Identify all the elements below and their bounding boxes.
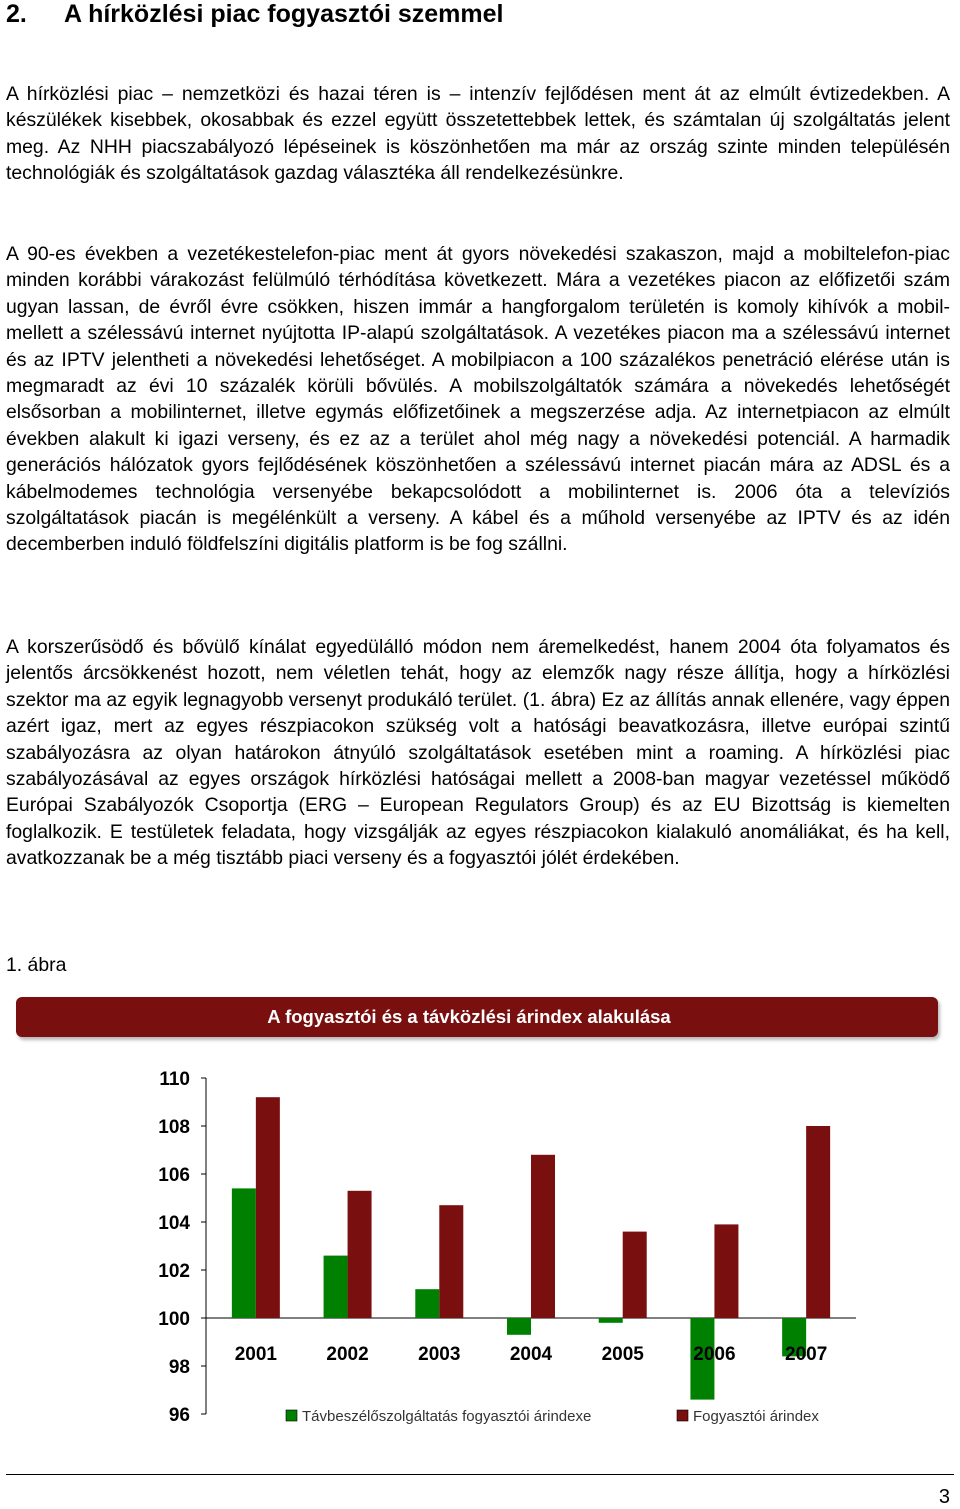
x-category-label: 2005 [601,1344,644,1365]
page-number: 3 [938,1486,950,1508]
paragraph-market-history: A 90-es években a vezetékestelefon-piac ment át gyors növekedési szakaszon, majd a mobiltelefon-piac minden korábbi várakozást felülmúló térhódítása következett. Mára a vezetékes piacon az előfizetői szám ugyan lassan, de évről évre csökken, hiszen immár a hangforgalom területén is komoly kihívók a mobil- mellett a szélessávú internet nyújtotta IP-alapú szolgáltatások. A vezetékes piacon ma a szélessávú internet és az IPTV jelentheti a növekedési lehetőséget. A mobilpiacon a 100 százalékos penetráció elérése után is megmaradt az évi 10 százalék körüli bővülés. A mobilszolgáltatók számára a növekedés lehetőségét elsősorban a mobilinternet, illetve egymás előfizetőinek a megszerzése adja. Az internetpiacon az elmúlt években alakult ki igazi verseny, és ez az a terület ahol még nagy a növekedési potenciál. A harmadik generációs hálózatok gyors fejlődésének köszönhetően a szélessávú internet piacán mára az ADSL és a kábelmodemes technológia versenyébe bekapcsolódott a mobilinternet is. 2006 óta a televíziós szolgáltatások piacán is megélénkült a verseny. A kábel és a műhold versenyébe az IPTV és az idén decemberben induló földfelszíni digitális platform is be fog szállni. [6,243,950,556]
x-category-label: 2007 [785,1344,828,1365]
bar-telephony-index-2003 [415,1289,439,1318]
section-number: 2. [6,0,27,28]
bar-consumer-index-2005 [623,1232,647,1318]
bar-consumer-index-2007 [806,1126,830,1318]
bar-telephony-index-2005 [599,1318,623,1323]
price-index-chart [0,1040,960,1470]
y-tick-label: 100 [158,1309,190,1330]
legend-swatch [286,1410,297,1421]
bar-consumer-index-2003 [439,1205,463,1318]
y-tick-label: 98 [168,1357,190,1378]
legend-swatch [677,1410,688,1421]
paragraph-intro: A hírközlési piac – nemzetközi és hazai téren is – intenzív fejlődésen ment át az elmúlt évtizedekben. A készülékek kisebbek, okosabbak és ezzel együtt összetettebbek lettek, és számtalan új szolgáltatás jelent meg. Az NHH piacszabályozó lépéseinek is köszönhetően ma már az ország szinte minden településén technológiák és szolgáltatások gazdag választéka áll rendelkezésünkre. [6,83,950,185]
legend-label: Fogyasztói árindex [693,1408,819,1425]
y-tick-label: 108 [158,1117,190,1138]
bar-telephony-index-2002 [324,1256,348,1318]
y-tick-label: 110 [159,1069,190,1090]
y-tick-label: 104 [158,1213,190,1234]
y-tick-label: 106 [158,1165,190,1186]
y-tick-label: 102 [158,1261,190,1282]
figure-label: 1. ábra [6,954,67,976]
bar-telephony-index-2001 [232,1188,256,1318]
footer-rule [6,1474,954,1475]
section-title: A hírközlési piac fogyasztói szemmel [64,0,504,28]
chart-title: A fogyasztói és a távközlési árindex alakulása [267,1006,671,1027]
chart-title-banner [16,997,938,1037]
bar-telephony-index-2004 [507,1318,531,1335]
y-tick-label: 96 [168,1405,190,1426]
bar-consumer-index-2002 [348,1191,372,1318]
x-category-label: 2001 [234,1344,277,1365]
paragraph-price-decline: A korszerűsödő és bővülő kínálat egyedülálló módon nem áremelkedést, hanem 2004 óta folyamatos és jelentős árcsökkenést hozott, nem véletlen tehát, hogy az elemzők nagy része állítja, hogy a hírközlési szektor ma az egyik legnagyobb versenyt produkáló terület. (1. ábra) Ez az állítás annak ellenére, vagy éppen azért igaz, mert az egyes részpiacokon szükség volt a hatósági beavatkozásra, illetve európai szintű szabályozásra az olyan határokon átnyúló szolgáltatások esetében mint a roaming. A hírközlési piac szabályozásával az egyes országok hírközlési hatóságai mellett a 2008-ban magyar vezetéssel működő Európai Szabályozók Csoportja (ERG – European Regulators Group) és az EU Bizottság is kiemelten foglalkozik. E testületek feladata, hogy vizsgálják az egyes részpiacokon kialakuló anomáliákat, és ha kell, avatkozzanak be a még tisztább piaci verseny és a fogyasztói jólét érdekében. [6,636,950,870]
bar-consumer-index-2006 [714,1224,738,1318]
x-category-label: 2004 [509,1344,553,1365]
x-category-label: 2003 [418,1344,461,1365]
legend-label: Távbeszélőszolgáltatás fogyasztói árindexe [302,1408,592,1425]
bar-consumer-index-2004 [531,1155,555,1318]
x-category-label: 2006 [693,1344,736,1365]
x-category-label: 2002 [326,1344,369,1365]
section-heading [6,0,504,29]
bar-consumer-index-2001 [256,1097,280,1318]
